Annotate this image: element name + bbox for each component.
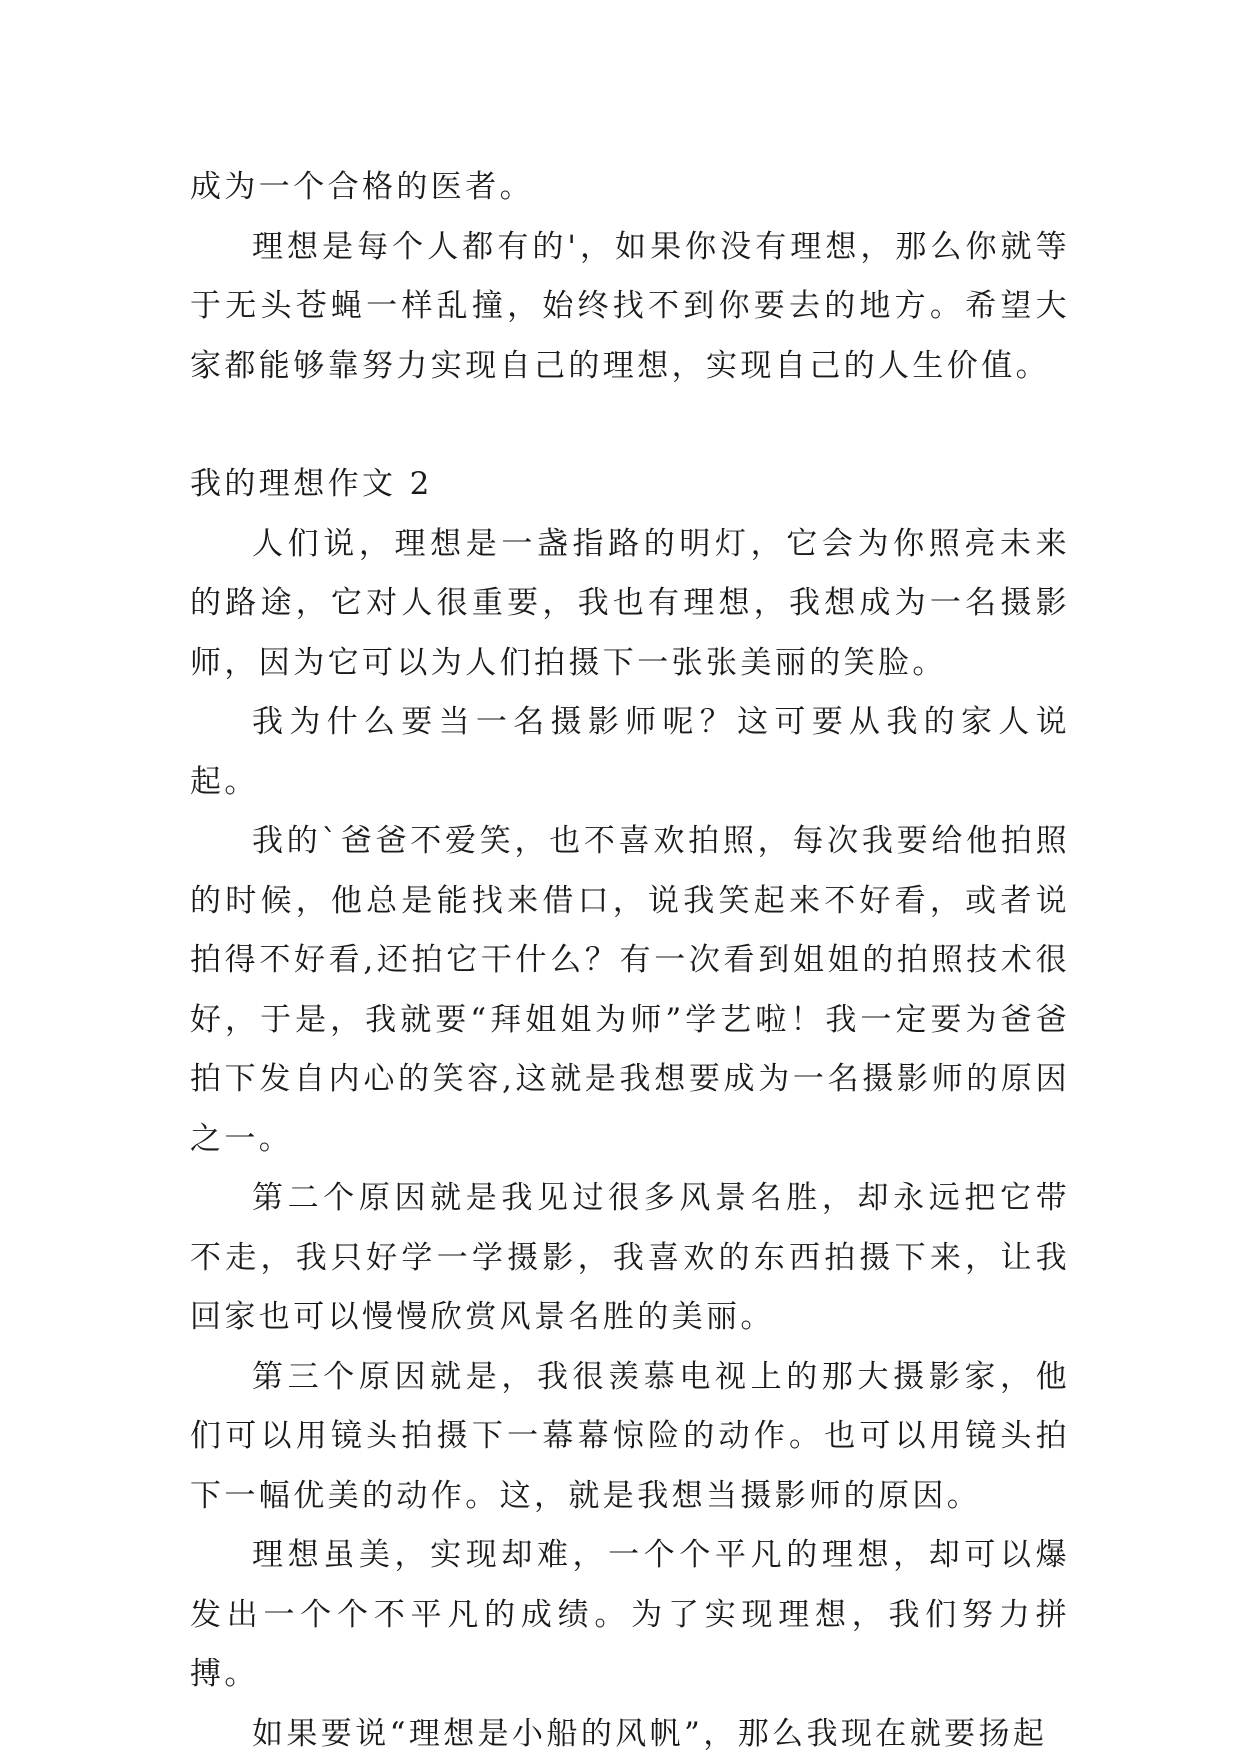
essay-paragraph-7: 如果要说“理想是小船的风帆”，那么我现在就要扬起 [190, 1705, 1070, 1764]
essay-paragraph-4: 第二个原因就是我见过很多风景名胜，却永远把它带不走，我只好学一学摄影，我喜欢的东西拍摄下来，让我回家也可以慢慢欣赏风景名胜的美丽。 [190, 1169, 1070, 1348]
essay-heading: 我的理想作文 2 [190, 455, 1070, 515]
paragraph-continuation: 成为一个合格的医者。 [190, 158, 1070, 218]
essay-paragraph-6: 理想虽美，实现却难，一个个平凡的理想，却可以爆发出一个个不平凡的成绩。为了实现理想，我们努力拼搏。 [190, 1526, 1070, 1705]
essay-paragraph-5: 第三个原因就是，我很羡慕电视上的那大摄影家，他们可以用镜头拍摄下一幕幕惊险的动作。也可以用镜头拍下一幅优美的动作。这，就是我想当摄影师的原因。 [190, 1348, 1070, 1527]
essay-paragraph-2: 我为什么要当一名摄影师呢？这可要从我的家人说起。 [190, 693, 1070, 812]
essay-paragraph-3: 我的`爸爸不爱笑，也不喜欢拍照，每次我要给他拍照的时候，他总是能找来借口，说我笑起来不好看，或者说拍得不好看,还拍它干什么？有一次看到姐姐的拍照技术很好，于是，我就要“拜姐姐为师”学艺啦！我一定要为爸爸拍下发自内心的笑容,这就是我想要成为一名摄影师的原因之一。 [190, 812, 1070, 1169]
essay-paragraph-1: 人们说，理想是一盏指路的明灯，它会为你照亮未来的路途，它对人很重要，我也有理想，我想成为一名摄影师，因为它可以为人们拍摄下一张张美丽的笑脸。 [190, 515, 1070, 694]
paragraph-conclusion: 理想是每个人都有的'，如果你没有理想，那么你就等于无头苍蝇一样乱撞，始终找不到你要去的地方。希望大家都能够靠努力实现自己的理想，实现自己的人生价值。 [190, 218, 1070, 397]
document-body [190, 158, 1070, 1764]
